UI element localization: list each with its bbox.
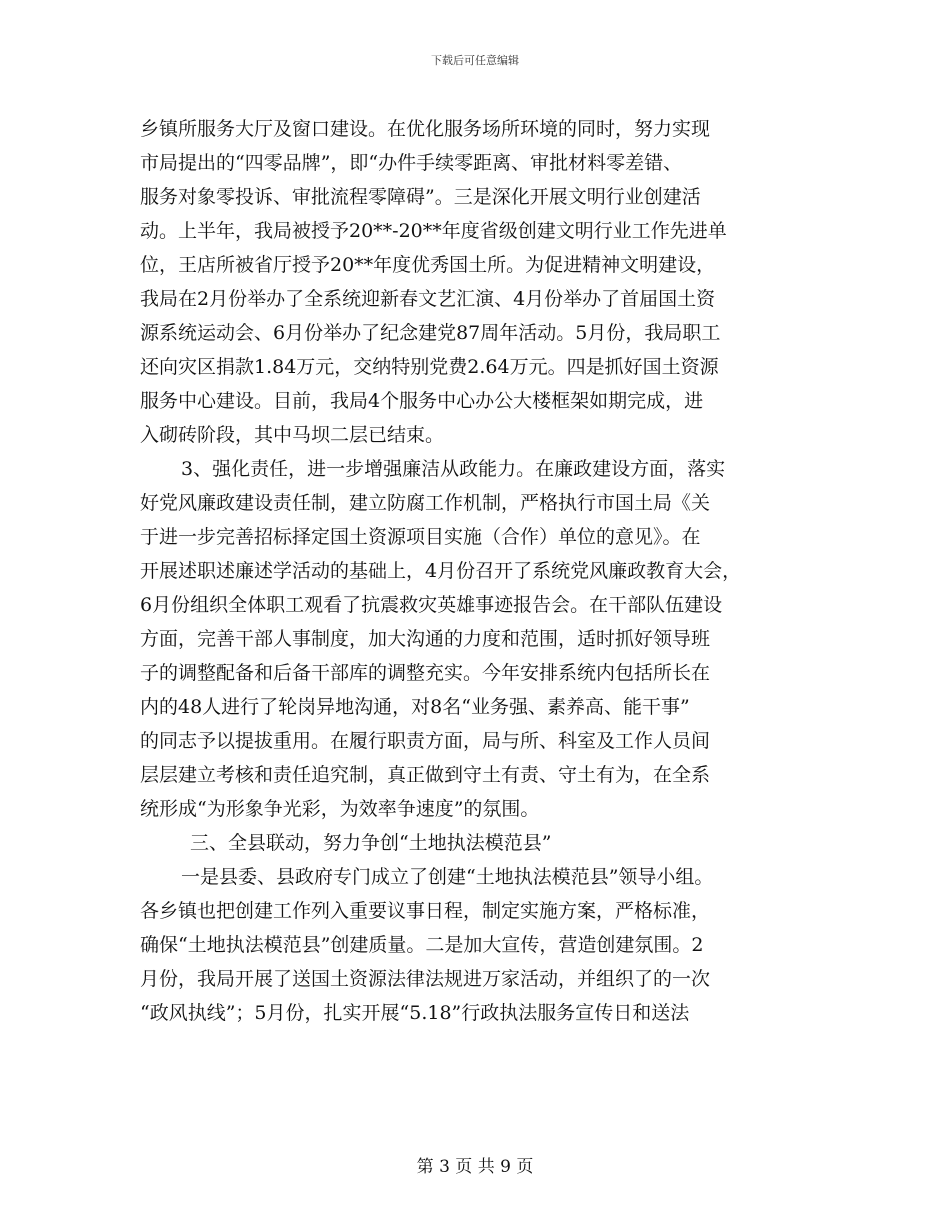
page-header: 下载后可任意编辑 — [431, 54, 519, 67]
text-line: 源系统运动会、6月份举办了纪念建党87周年活动。5月份，我局职工 — [140, 322, 721, 344]
text-line: 位，王店所被省厅授予20**年度优秀国土所。为促进精神文明建设， — [140, 254, 716, 276]
text-line: 确保“土地执法模范县”创建质量。二是加大宣传，营造创建氛围。2 — [140, 934, 704, 956]
text-line: 开展述职述廉述学活动的基础上，4月份召开了系统党风廉政教育大会， — [140, 560, 742, 582]
text-line: 方面，完善干部人事制度，加大沟通的力度和范围，适时抓好领导班 — [140, 628, 711, 650]
text-line: 子的调整配备和后备干部库的调整充实。今年安排系统内包括所长在 — [140, 662, 711, 684]
text-line: 服务中心建设。目前，我局4个服务中心办公大楼框架如期完成，进 — [140, 390, 704, 412]
text-line: “政风执线”；5月份，扎实开展“5.18”行政执法服务宣传日和送法 — [140, 1002, 690, 1024]
page-footer: 第 3 页 共 9 页 — [416, 1157, 534, 1177]
text-line: 好党风廉政建设责任制，建立防腐工作机制，严格执行市国土局《关 — [140, 492, 711, 514]
text-line: 于进一步完善招标择定国土资源项目实施（合作）单位的意见》。在 — [140, 526, 701, 548]
text-line: 月份，我局开展了送国土资源法律法规进万家活动，并组织了的一次 — [140, 968, 711, 990]
text-line: 还向灾区捐款1.84万元，交纳特别党费2.64万元。四是抓好国土资源 — [140, 356, 719, 378]
text-line: 3、强化责任，进一步增强廉洁从政能力。在廉政建设方面，落实 — [181, 458, 726, 480]
text-line: 内的48人进行了轮岗异地沟通，对8名“业务强、素养高、能干事” — [140, 696, 690, 718]
text-line: 的同志予以提拔重用。在履行职责方面，局与所、科室及工作人员间 — [140, 730, 711, 752]
text-line: 服务对象零投诉、审批流程零障碍”。三是深化开展文明行业创建活 — [140, 186, 701, 208]
document-body — [140, 112, 820, 1030]
text-line: 我局在2月份举办了全系统迎新春文艺汇演、4月份举办了首届国土资 — [140, 288, 716, 310]
text-line: 入砌砖阶段，其中马坝二层已结束。 — [140, 424, 445, 446]
text-line: 动。上半年，我局被授予20**-20**年度省级创建文明行业工作先进单 — [140, 220, 727, 242]
text-line: 统形成“为形象争光彩，为效率争速度”的氛围。 — [140, 798, 540, 820]
text-line: 乡镇所服务大厅及窗口建设。在优化服务场所环境的同时，努力实现 — [140, 118, 711, 140]
text-line: 一是县委、县政府专门成立了创建“土地执法模范县”领导小组。 — [181, 866, 714, 888]
section-heading: 三、全县联动，努力争创“土地执法模范县” — [190, 832, 552, 854]
text-line: 6月份组织全体职工观看了抗震救灾英雄事迹报告会。在干部队伍建设 — [140, 594, 723, 616]
text-line: 市局提出的“四零品牌”，即“办件手续零距离、审批材料零差错、 — [140, 152, 683, 174]
text-line: 层层建立考核和责任追究制，真正做到守土有责、守土有为，在全系 — [140, 764, 711, 786]
text-line: 各乡镇也把创建工作列入重要议事日程，制定实施方案，严格标准， — [140, 900, 711, 922]
